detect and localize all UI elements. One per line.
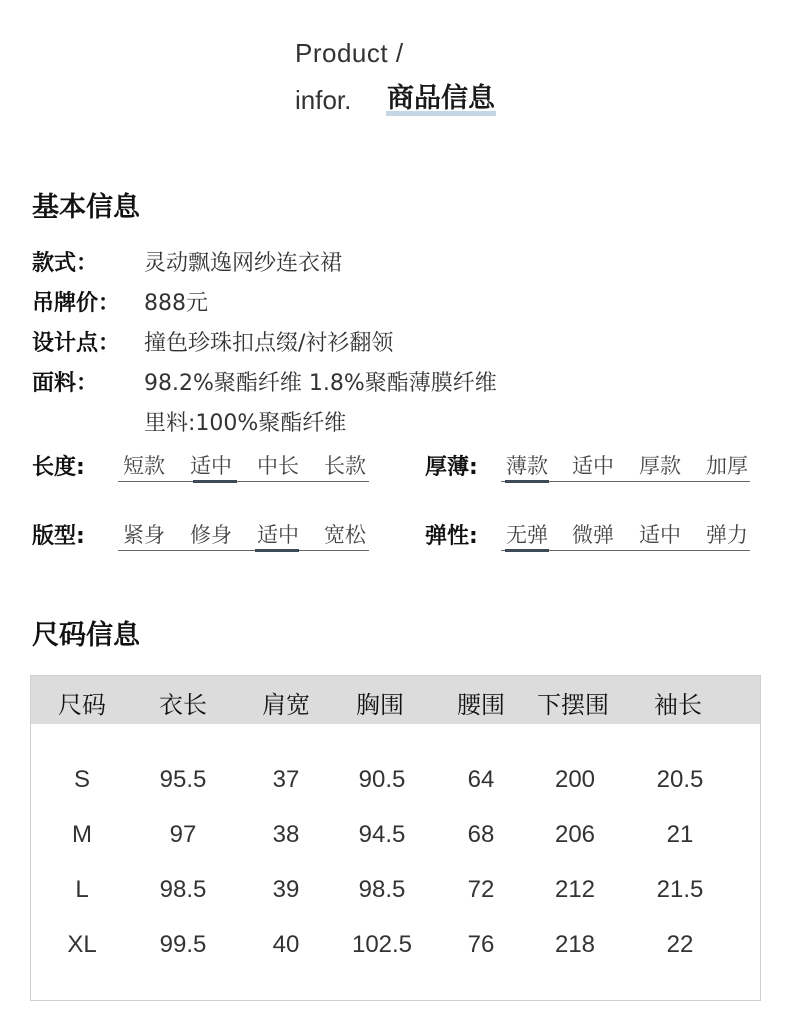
size-table-cell: 218	[554, 931, 596, 958]
size-table-cell: 68	[467, 821, 495, 848]
size-table-header-cell: 下摆围	[537, 691, 609, 719]
price-value: 888元	[144, 291, 208, 316]
length-selected-marker	[193, 480, 237, 483]
size-table-cell: 98.5	[159, 876, 207, 903]
fit-option: 修身	[190, 523, 232, 547]
size-table-header-cell: 胸围	[356, 691, 404, 719]
size-table-cell: 90.5	[358, 766, 406, 793]
size-table-cell: 98.5	[358, 876, 406, 903]
size-table-cell: S	[73, 766, 90, 793]
size-table-header-cell: 腰围	[457, 691, 505, 719]
elasticity-option: 适中	[639, 523, 681, 547]
design-label: 设计点：	[32, 331, 121, 356]
thickness-option: 厚款	[639, 454, 681, 478]
elasticity-label: 弹性:	[425, 524, 478, 549]
style-value: 灵动飘逸网纱连衣裙	[144, 251, 343, 276]
elasticity-option: 微弹	[572, 523, 614, 547]
thickness-option: 薄款	[506, 454, 548, 478]
size-table-cell: L	[75, 876, 89, 903]
length-option: 短款	[123, 454, 165, 478]
size-table-cell: 72	[467, 876, 495, 903]
thickness-option: 适中	[572, 454, 614, 478]
size-table-cell: 95.5	[159, 766, 207, 793]
elasticity-selected-marker	[505, 549, 549, 552]
size-table-cell: 200	[554, 766, 596, 793]
fit-label: 版型:	[32, 524, 85, 549]
size-table-cell: 76	[467, 931, 495, 958]
thickness-label: 厚薄:	[425, 455, 478, 480]
size-table-cell: 37	[272, 766, 300, 793]
fit-baseline	[118, 550, 369, 551]
size-table-cell: 38	[272, 821, 300, 848]
size-table-cell: 40	[272, 931, 300, 958]
size-table-cell: 22	[666, 931, 694, 958]
fit-option: 紧身	[123, 523, 165, 547]
size-table-cell: 21	[666, 821, 694, 848]
size-table-cell: 20.5	[656, 766, 704, 793]
size-table-header-cell: 肩宽	[262, 691, 310, 719]
fit-selected-marker	[255, 549, 299, 552]
size-table-cell: 206	[554, 821, 596, 848]
size-table-cell: 212	[554, 876, 596, 903]
fit-option: 适中	[257, 523, 299, 547]
fabric-value: 98.2%聚酯纤维 1.8%聚酯薄膜纤维	[144, 371, 497, 396]
size-table-header-cell: 衣长	[159, 691, 207, 719]
elasticity-option: 无弹	[506, 523, 548, 547]
size-table-cell: M	[72, 821, 92, 848]
header-en-line2: infor.	[295, 85, 352, 115]
size-table-header-cell: 袖长	[654, 691, 702, 719]
thickness-selected-marker	[505, 480, 549, 483]
header-cn-title: 商品信息	[387, 83, 495, 114]
style-label: 款式：	[32, 251, 99, 276]
price-label: 吊牌价：	[32, 291, 121, 316]
lining-value: 里料:100%聚酯纤维	[144, 411, 347, 436]
size-table-cell: 39	[272, 876, 300, 903]
size-table-cell: 94.5	[358, 821, 406, 848]
size-table-cell: 97	[169, 821, 197, 848]
basic-info-title: 基本信息	[32, 192, 140, 223]
size-table-cell: 64	[467, 766, 495, 793]
thickness-option: 加厚	[706, 454, 748, 478]
elasticity-option: 弹力	[706, 523, 748, 547]
size-info-title: 尺码信息	[32, 620, 140, 651]
fit-option: 宽松	[324, 523, 366, 547]
size-table-header-cell: 尺码	[58, 691, 106, 719]
size-table-cell: 99.5	[159, 931, 207, 958]
size-table-cell: XL	[67, 931, 97, 958]
length-option: 长款	[324, 454, 366, 478]
length-label: 长度:	[32, 455, 85, 480]
fabric-label: 面料：	[32, 371, 99, 396]
size-table-cell: 102.5	[351, 931, 413, 958]
header-en-line1: Product /	[295, 38, 404, 68]
size-table-cell: 21.5	[656, 876, 704, 903]
length-baseline	[118, 481, 369, 482]
length-option: 中长	[257, 454, 299, 478]
length-option: 适中	[190, 454, 232, 478]
design-value: 撞色珍珠扣点缀/衬衫翻领	[144, 331, 394, 356]
